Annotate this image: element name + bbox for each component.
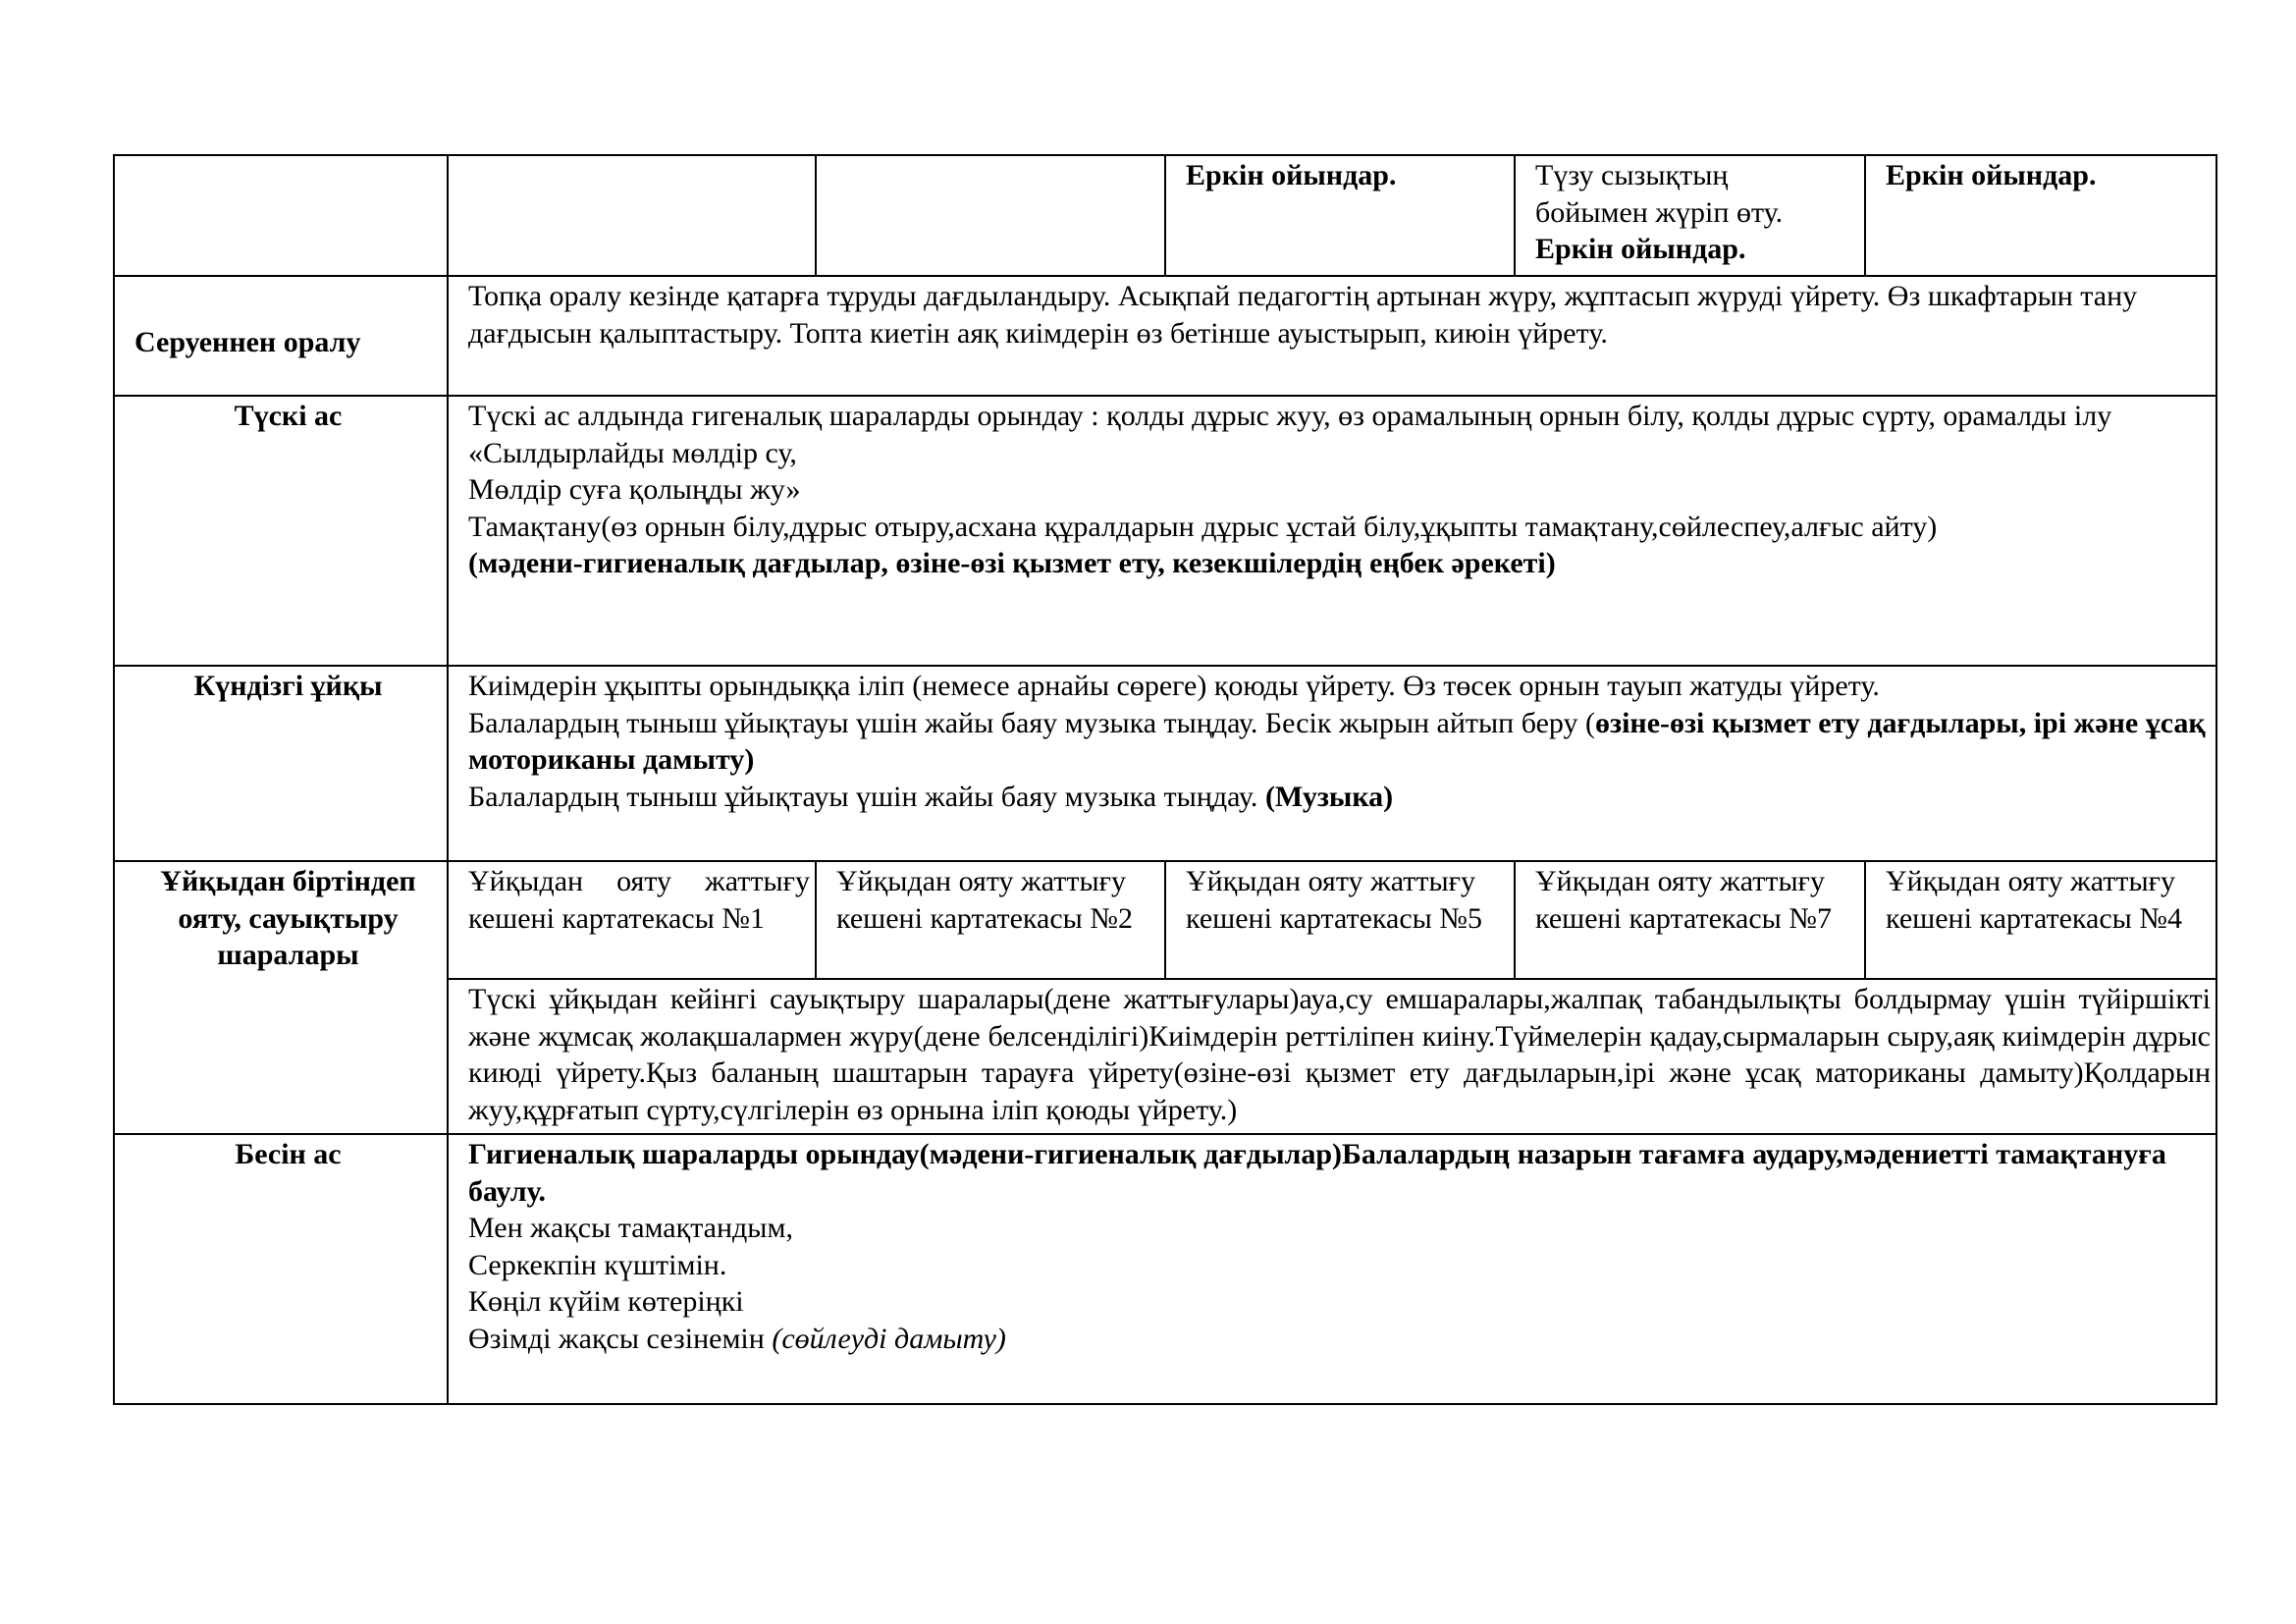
lunch-line-5: (мәдени-гигиеналық дағдылар, өзіне-өзі қызмет ету, кезекшілердің еңбек әрекеті) [468, 547, 1556, 579]
nap-line-2-plain: Балалардың тыныш ұйықтауы үшін жайы баяу музыка тыңдау. Бесік жырын айтып беру ( [468, 706, 1596, 739]
snack-line-4: Көңіл күйім көтеріңкі [468, 1285, 744, 1318]
empty-label-cell [114, 155, 448, 276]
walk-line-text-1: Түзу сызықтың [1535, 159, 1729, 191]
snack-line-5 [468, 1321, 2211, 1358]
nap-line-2-bold: өзіне-өзі қызмет ету дағдылары, ірі және ұсақ моториканы дамыту) [468, 706, 2206, 776]
free-play-cell-3: Еркін ойындар. [1165, 155, 1515, 276]
nap-content [448, 666, 2216, 861]
snack-line-5-plain: Өзімді жақсы сезінемін [468, 1322, 773, 1355]
lunch-content [448, 396, 2216, 666]
row-return-walk [114, 276, 2216, 396]
row-nap [114, 666, 2216, 861]
free-play-text: Еркін ойындар. [1535, 233, 1746, 265]
snack-line-2: Мен жақсы тамақтандым, [468, 1212, 793, 1244]
wakeup-card-3: Ұйқыдан ояту жаттығу кешені картатекасы №5 [1165, 861, 1515, 979]
wakeup-label: Ұйқыдан біртіндеп ояту, сауықтыру шаралары [114, 861, 448, 1134]
snack-line-5-italic: (сөйлеуді дамыту) [772, 1322, 1006, 1355]
nap-line-3 [468, 779, 2211, 816]
lunch-line-2: «Сылдырлайды мөлдір су, [468, 436, 797, 469]
return-walk-text: Топқа оралу кезінде қатарға тұруды дағдыландыру. Асықпай педагогтің артынан жүру, жұптасып жүруді үйрету. Өз шкафтарын тану дағдысын қалыптастыру. Топта киетін аяқ киімдерін өз бетінше ауыстырып, киюін үйрету. [448, 276, 2216, 396]
row-snack [114, 1134, 2216, 1404]
lunch-line-1: Түскі ас алдында гигеналық шараларды орындау : қолды дұрыс жуу, өз орамалының орнын білу, қолды дұрыс сүрту, орамалды ілу [468, 400, 2112, 432]
row-wakeup-cards [114, 861, 2216, 979]
nap-line-3-plain: Балалардың тыныш ұйықтауы үшін жайы баяу музыка тыңдау. [468, 780, 1265, 813]
free-play-cell-4 [1515, 155, 1865, 276]
wakeup-card-1: Ұйқыдан ояту жаттығу кешені картатекасы №1 [448, 861, 816, 979]
return-walk-label: Серуеннен оралу [114, 276, 448, 396]
row-lunch [114, 396, 2216, 666]
empty-cell-1 [448, 155, 816, 276]
free-play-cell-5: Еркін ойындар. [1865, 155, 2216, 276]
nap-line-2 [468, 705, 2211, 779]
empty-cell-2 [816, 155, 1165, 276]
wakeup-card-4: Ұйқыдан ояту жаттығу кешені картатекасы №7 [1515, 861, 1865, 979]
nap-label: Күндізгі ұйқы [114, 666, 448, 861]
snack-label: Бесін ас [114, 1134, 448, 1404]
snack-content [448, 1134, 2216, 1404]
nap-line-3-bold: (Музыка) [1264, 780, 1394, 813]
snack-line-3: Серкекпін күштімін. [468, 1248, 727, 1281]
lunch-label: Түскі ас [114, 396, 448, 666]
lunch-line-4: Тамақтану(өз орнын білу,дұрыс отыру,асхана құралдарын дұрыс ұстай білу,ұқыпты тамақтану,сөйлеспеу,алғыс айту) [468, 510, 1938, 543]
lunch-line-3: Мөлдір суға қолыңды жу» [468, 473, 801, 506]
row-free-play [114, 155, 2216, 276]
wakeup-card-2: Ұйқыдан ояту жаттығу кешені картатекасы №2 [816, 861, 1165, 979]
wakeup-card-5: Ұйқыдан ояту жаттығу кешені картатекасы №4 [1865, 861, 2216, 979]
walk-line-text-2: бойымен жүріп өту. [1535, 195, 1784, 229]
snack-line-1: Гигиеналық шараларды орындау(мәдени-гигиеналық дағдылар)Балалардың назарын тағамға аудару,мәдениетті тамақтануға баулу. [468, 1138, 2166, 1208]
nap-line-1: Киімдерін ұқыпты орындыққа іліп (немесе арнайы сөреге) қоюды үйрету. Өз төсек орнын тауып жатуды үйрету. [468, 670, 1880, 702]
wakeup-text: Түскі ұйқыдан кейінгі сауықтыру шаралары(дене жаттығулары)ауа,су емшаралары,жалпақ табандылықты болдырмау үшін түйіршікті және жұмсақ жолақшалармен жүру(дене белсенділігі)Киімдерін реттіліпен киіну.Түймелерін қадау,сырмаларын сыру,аяқ киімдерін дұрыс киюді үйрету.Қыз баланың шаштарын тарауға үйрету(өзіне-өзі қызмет ету дағдыларын,ірі және ұсақ маториканы дамыту)Қолдарын жуу,құрғатып сүрту,сүлгілерін өз орнына іліп қоюды үйрету.) [448, 979, 2216, 1134]
schedule-table [113, 154, 2217, 1405]
